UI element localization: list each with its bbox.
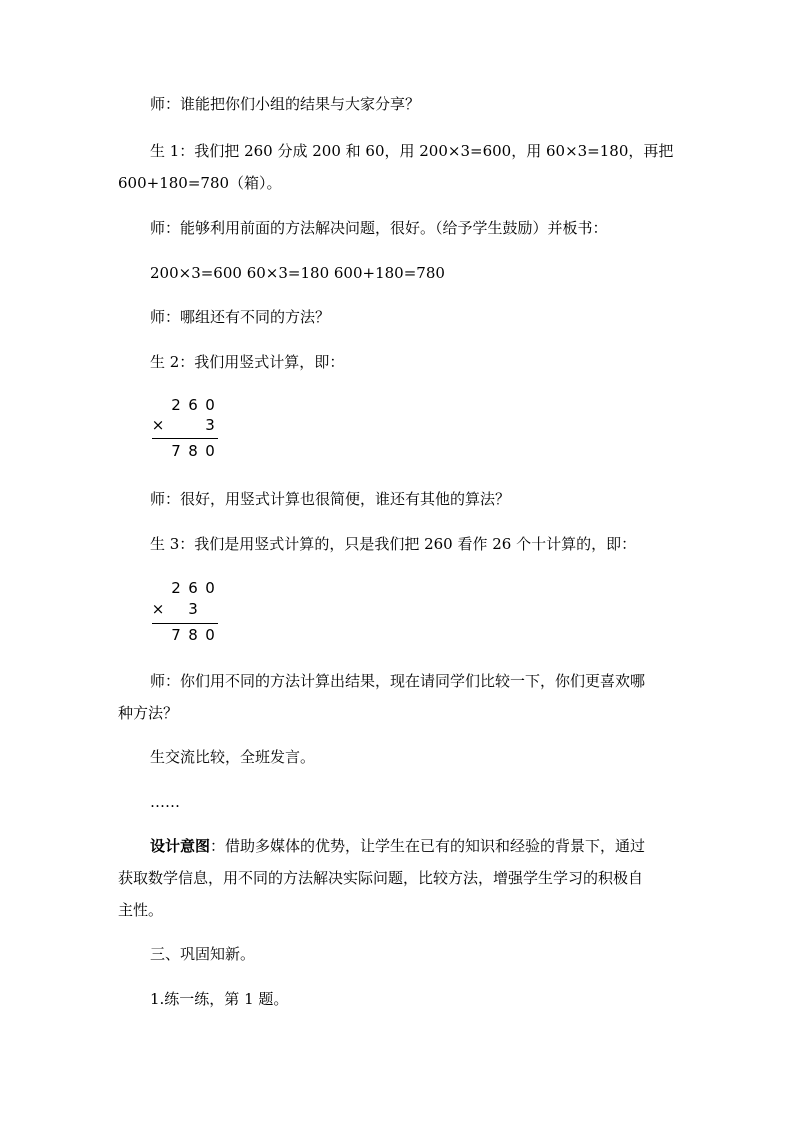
vertical-calculation-1: [150, 396, 222, 466]
calc2-digit: 3: [188, 600, 198, 618]
calc2-digit: 2: [171, 579, 181, 597]
calc2-result-digit: 7: [171, 626, 181, 644]
calc1-result-digit: 7: [171, 442, 181, 460]
paragraph-student1-line1: 生 1：我们把 260 分成 200 和 60，用 200×3=600，用 60×3=180，再把: [150, 142, 674, 160]
paragraph-student2: 生 2：我们用竖式计算，即：: [150, 353, 345, 371]
paragraph-design-intent-line2: 获取数学信息，用不同的方法解决实际问题，比较方法，增强学生学习的积极自: [118, 869, 644, 887]
calc1-digit: 2: [171, 396, 181, 414]
paragraph-design-intent-line3: 主性。: [118, 901, 164, 919]
paragraph-teacher-question: 师：谁能把你们小组的结果与大家分享？: [150, 95, 421, 113]
calc2-divider: [152, 623, 218, 624]
calc1-digit: 3: [205, 416, 215, 434]
paragraph-teacher-compare-line2: 种方法？: [118, 704, 179, 722]
calc1-result-digit: 8: [188, 442, 198, 460]
design-intent-label: 设计意图: [150, 837, 211, 855]
calc1-digit: 0: [205, 396, 215, 414]
calc2-result-digit: 8: [188, 626, 198, 644]
paragraph-teacher-compare-line1: 师：你们用不同的方法计算出结果，现在请同学们比较一下，你们更喜欢哪: [150, 672, 646, 690]
design-intent-text: ：借助多媒体的优势，让学生在已有的知识和经验的背景下，通过: [210, 837, 646, 855]
calc1-divider: [152, 438, 218, 439]
paragraph-students-discuss: 生交流比较，全班发言。: [150, 748, 316, 766]
calc1-digit: 6: [188, 396, 198, 414]
paragraph-teacher-praise: 师：能够利用前面的方法解决问题，很好。（给予学生鼓励）并板书：: [150, 219, 608, 237]
paragraph-teacher-simple: 师：很好，用竖式计算也很简便，谁还有其他的算法？: [150, 490, 511, 508]
paragraph-exercise-1: 1.练一练，第 1 题。: [150, 990, 289, 1008]
paragraph-ellipsis: ……: [150, 793, 180, 811]
paragraph-design-intent-line1: [150, 836, 645, 856]
paragraph-teacher-other-method: 师：哪组还有不同的方法？: [150, 308, 331, 326]
calc2-multiply-sign: ×: [151, 600, 165, 618]
calc1-result-digit: 0: [205, 442, 215, 460]
calc2-digit: 0: [205, 579, 215, 597]
paragraph-student3: 生 3：我们是用竖式计算的，只是我们把 260 看作 26 个十计算的，即：: [150, 535, 637, 553]
calc1-multiply-sign: ×: [151, 416, 165, 434]
section-heading-consolidate: 三、巩固知新。: [150, 945, 256, 963]
paragraph-student1-line2: 600+180=780（箱）。: [118, 174, 282, 192]
calc2-result-digit: 0: [205, 626, 215, 644]
paragraph-board-equations: 200×3=600 60×3=180 600+180=780: [150, 264, 445, 282]
vertical-calculation-2: [150, 579, 222, 649]
calc2-digit: 6: [188, 579, 198, 597]
